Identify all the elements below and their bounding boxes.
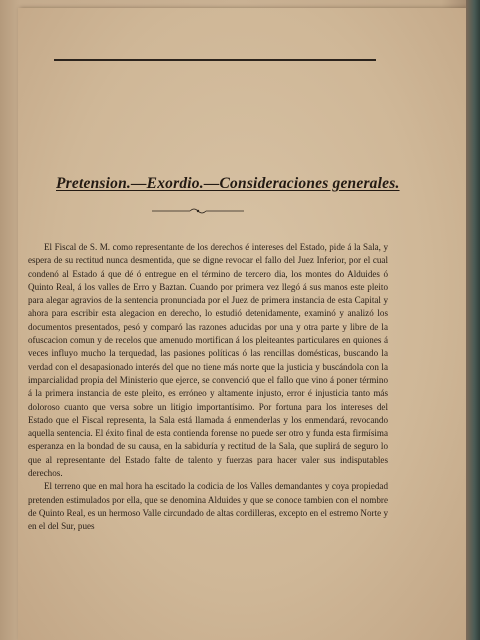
ornament-divider	[150, 207, 246, 215]
paragraph-2: El terreno que en mal hora ha escitado la codicia de los Valles demandantes y coya propiedad pretenden estimulados por ella, que se denomina Alduides y que se conoce tambien con el nombre de Quinto Real, es un hermoso Valle circundado de altas cordilleras, excepto en el estremo Norte y en el del Sur, pues	[28, 481, 388, 532]
body-text	[28, 241, 388, 534]
book-binding-edge	[466, 0, 480, 640]
top-rule	[54, 59, 376, 61]
paragraph-1: El Fiscal de S. M. como representante de los derechos é intereses del Estado, pide á la Sala, y espera de su rectitud nunca desmentida, que se digne revocar el fallo del Juez Inferior, por el cual condenó al Estado á que dé ó entregue en el término de tercero dia, los montes do Alduides ó Quinto Real, á los valles de Erro y Baztan. Cuando por primera vez llegó á sus manos este pleito para alegar agravios de la sentencia pronunciada por el Juez de primera instancia de esta Capital y ahora para escribir esta alegacion en derecho, lo estudió detenidamente, examinó y analizó los documentos presentados, pesó y comparó las razones aducidas por una y otra parte y libre de la ofuscacion comun y de recelos que amenudo mortifican á los pleiteantes particulares en quiones á veces influyo mucho la terquedad, las pasiones políticas ó las rencillas domésticas, buscando la verdad con el desapasionado interés del que no tiene más norte que la justicia y buscándola con la imparcialidad propia del Ministerio que ejerce, se convenció que el fallo que vino á poner término á la primera instancia de este pleito, es erróneo y altamente injusto, error é injusticia tanto más doloroso cuanto que versa sobre un litigio importantísimo. Por fortuna para los intereses del Estado que el Fiscal representa, la Sala está llamada á enmenderlas y los enmendará, revocando aquella sentencia. El éxito final de esta contienda forense no puede ser otro y funda esta firmísima esperanza en la bondad de su causa, en la sabiduría y rectitud de la Sala, que suplirá de seguro lo que al representante del Estado falte de talento y fuerzas para hacer valer sus indisputables derechos.	[28, 242, 388, 479]
section-heading: Pretension.—Exordio.—Consideraciones generales.	[56, 175, 400, 192]
